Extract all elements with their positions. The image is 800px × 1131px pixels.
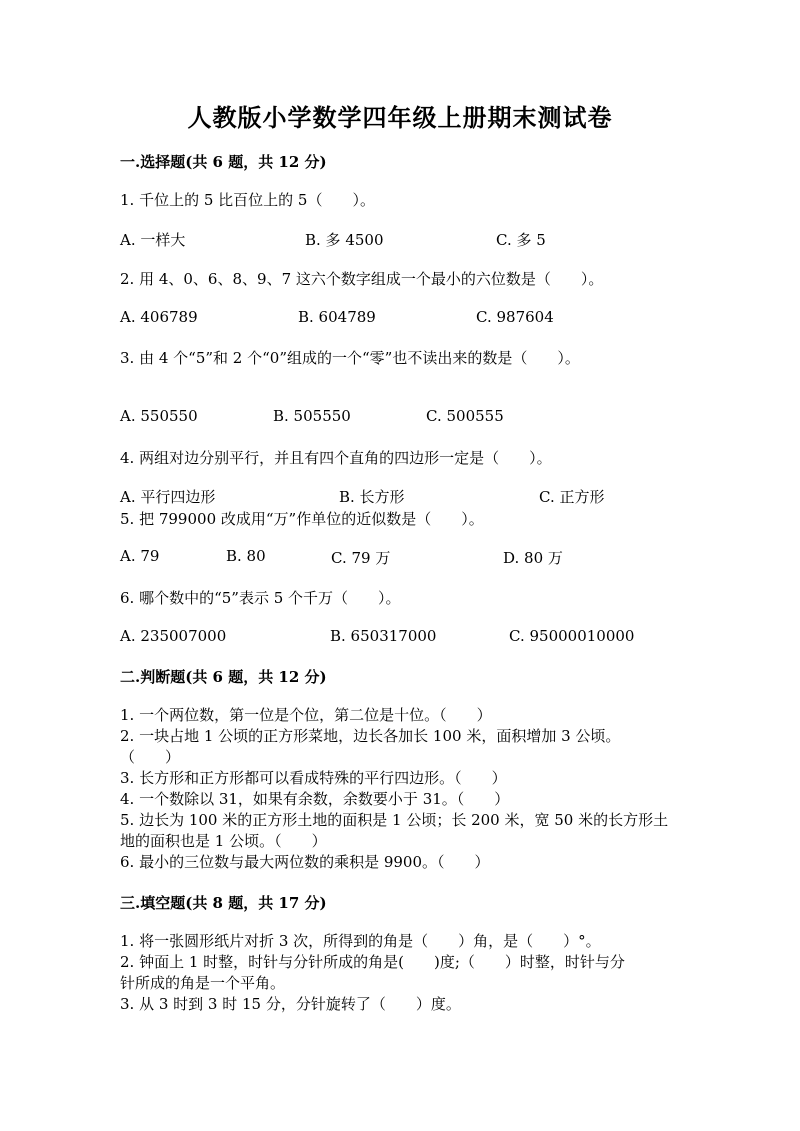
option-b: B. 长方形 [339,488,405,506]
option-b: B. 多 4500 [305,231,384,249]
option-a: A. 一样大 [120,231,186,249]
option-c: C. 987604 [476,308,554,326]
fill-line: 针所成的角是一个平角。 [120,974,286,992]
fill-line: 2. 钟面上 1 时整，时针与分针所成的角是( )度;（ ）时整，时针与分 [120,953,625,971]
option-c: C. 79 万 [331,549,391,567]
option-c: C. 正方形 [539,488,605,506]
statement-line: 3. 长方形和正方形都可以看成特殊的平行四边形。（ ） [120,769,507,787]
question-text: 2. 用 4、0、6、8、9、7 这六个数字组成一个最小的六位数是（ ）。 [120,270,604,288]
option-b: B. 80 [226,547,266,565]
section-heading-true-false: 二.判断题(共 6 题，共 12 分) [120,668,327,686]
question-text: 1. 千位上的 5 比百位上的 5（ ）。 [120,191,375,209]
statement-line: （ ） [120,748,181,766]
fill-line: 3. 从 3 时到 3 时 15 分，分针旋转了（ ）度。 [120,995,461,1013]
question-text: 5. 把 799000 改成用“万”作单位的近似数是（ ）。 [120,510,484,528]
option-b: B. 650317000 [330,627,437,645]
section-heading-fill-blank: 三.填空题(共 8 题，共 17 分) [120,894,327,912]
question-text: 4. 两组对边分别平行，并且有四个直角的四边形一定是（ ）。 [120,449,552,467]
question-text: 6. 哪个数中的“5”表示 5 个千万（ ）。 [120,589,401,607]
statement-line: 2. 一块占地 1 公顷的正方形菜地，边长各加长 100 米，面积增加 3 公顷。 [120,727,621,745]
option-a: A. 79 [120,547,160,565]
statement-line: 5. 边长为 100 米的正方形土地的面积是 1 公顷；长 200 米，宽 50 米的长方形土 [120,811,669,829]
page-title: 人教版小学数学四年级上册期末测试卷 [187,103,613,132]
question-text: 3. 由 4 个“5”和 2 个“0”组成的一个“零”也不读出来的数是（ ）。 [120,349,580,367]
statement-line: 6. 最小的三位数与最大两位数的乘积是 9900。（ ） [120,853,490,871]
option-a: A. 235007000 [120,627,227,645]
option-b: B. 604789 [298,308,376,326]
option-b: B. 505550 [273,407,351,425]
option-a: A. 406789 [120,308,198,326]
option-c: C. 95000010000 [509,627,635,645]
statement-line: 1. 一个两位数，第一位是个位，第二位是十位。（ ） [120,706,492,724]
statement-line: 地的面积也是 1 公顷。（ ） [120,832,327,850]
option-c: C. 500555 [426,407,504,425]
option-c: C. 多 5 [496,231,546,249]
option-d: D. 80 万 [503,549,563,567]
fill-line: 1. 将一张圆形纸片对折 3 次，所得到的角是（ ）角，是（ ）°。 [120,932,601,950]
option-a: A. 平行四边形 [120,488,216,506]
statement-line: 4. 一个数除以 31，如果有余数，余数要小于 31。（ ） [120,790,510,808]
option-a: A. 550550 [120,407,198,425]
section-heading-choice: 一.选择题(共 6 题，共 12 分) [120,153,327,171]
